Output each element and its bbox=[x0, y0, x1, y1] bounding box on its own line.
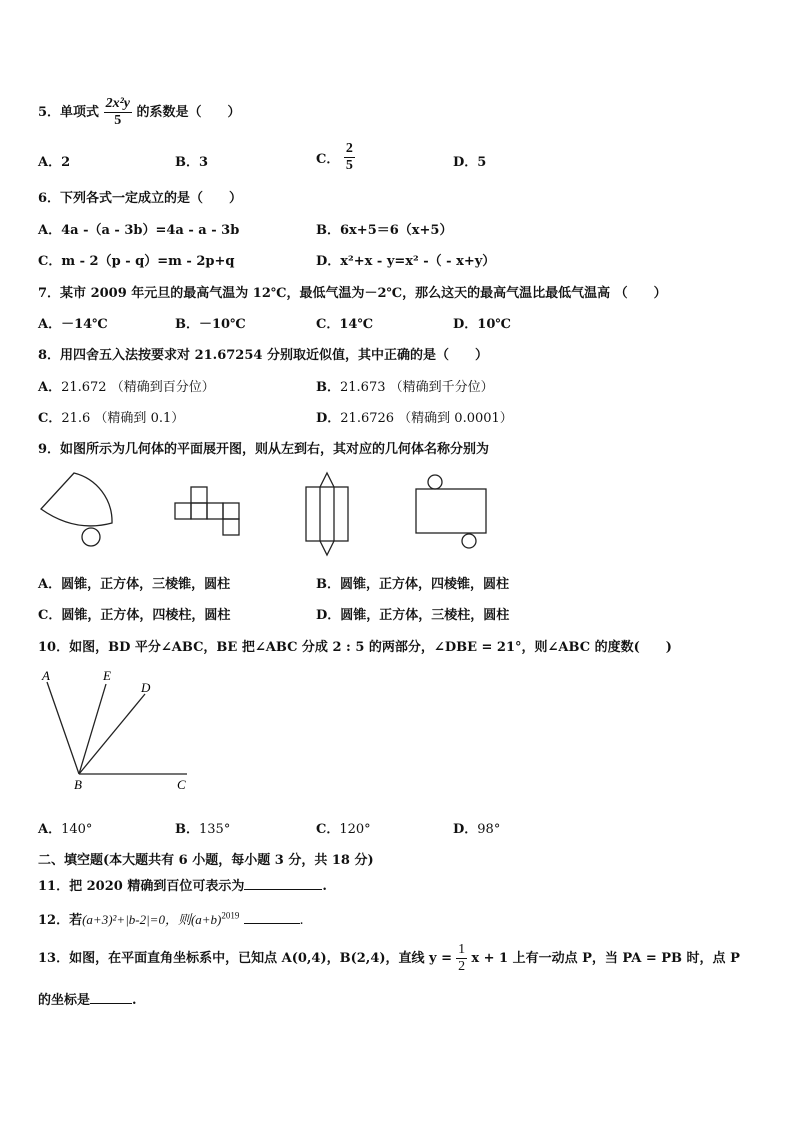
section-2-heading: 二、填空题(本大题共有 6 小题，每小题 3 分，共 18 分) bbox=[38, 853, 374, 868]
q12-blank[interactable] bbox=[244, 911, 300, 924]
q9-option-a: A．圆锥，正方体，三棱锥，圆柱 bbox=[38, 577, 231, 592]
q8-option-c: C．21.6 （精确到 0.1） bbox=[38, 411, 185, 426]
q10-option-a: A．140° bbox=[38, 822, 93, 837]
q6-option-b: B．6x+5＝6（x+5） bbox=[316, 223, 453, 238]
cube-net bbox=[175, 487, 239, 535]
q8-option-b: B．21.673 （精确到千分位） bbox=[316, 380, 494, 395]
q5-fraction bbox=[104, 96, 132, 129]
q9-option-b: B．圆锥，正方体，四棱锥，圆柱 bbox=[316, 577, 510, 592]
q7-option-b: B．－10℃ bbox=[175, 317, 246, 332]
label-e: E bbox=[103, 668, 111, 683]
ray-be bbox=[79, 684, 106, 774]
q13-blank[interactable] bbox=[90, 991, 132, 1004]
q9-option-d: D．圆锥，正方体，三棱柱，圆柱 bbox=[316, 608, 510, 623]
ray-bd bbox=[79, 694, 145, 774]
q7-stem: 7．某市 2009 年元旦的最高气温为 12℃，最低气温为－2℃，那么这天的最高气温比最低气温高 （ ） bbox=[38, 286, 667, 301]
q10-option-b: B．135° bbox=[175, 822, 231, 837]
cone-net-sector bbox=[41, 473, 112, 526]
q7-option-d: D．10℃ bbox=[453, 317, 511, 332]
q10-option-c: C．120° bbox=[316, 822, 371, 837]
label-b: B bbox=[74, 777, 82, 792]
q5-suffix: 的系数是（ ） bbox=[136, 105, 241, 120]
q13-fraction: $\frac{1}{2}$ bbox=[458, 942, 466, 974]
q5-frac-den: 5 bbox=[114, 113, 122, 128]
q13-stem: 13．如图，在平面直角坐标系中，已知点 A(0,4)，B(2,4)，直线 y = $\frac{1}{2}$ x + 1 上有一动点 P，当 PA = PB 时，点 P bbox=[38, 942, 740, 974]
q11-blank[interactable] bbox=[244, 877, 322, 890]
q9-nets-figure bbox=[30, 465, 500, 560]
ray-ba bbox=[47, 682, 79, 774]
q8-stem: 8．用四舍五入法按要求对 21.67254 分别取近似值，其中正确的是（ ） bbox=[38, 348, 488, 363]
q5-prefix: 5．单项式 bbox=[38, 105, 100, 120]
q5-option-d: D．5 bbox=[453, 155, 487, 170]
cone-net-circle bbox=[82, 528, 100, 546]
prism-net bbox=[306, 473, 348, 555]
q10-stem: 10．如图，BD 平分∠ABC，BE 把∠ABC 分成 2 : 5 的两部分，∠DBE = 21°，则∠ABC 的度数( ) bbox=[38, 640, 672, 655]
label-c: C bbox=[177, 777, 186, 792]
q7-option-a: A．－14℃ bbox=[38, 317, 108, 332]
q8-option-d: D．21.6726 （精确到 0.0001） bbox=[316, 411, 513, 426]
q10-option-d: D．98° bbox=[453, 822, 501, 837]
q6-option-c: C．m - 2（p - q）=m - 2p+q bbox=[38, 254, 235, 269]
q6-stem: 6．下列各式一定成立的是（ ） bbox=[38, 191, 243, 206]
q9-stem: 9．如图所示为几何体的平面展开图，则从左到右，其对应的几何体名称分别为 bbox=[38, 442, 490, 457]
q6-option-d: D．x²+x - y=x² -（ - x+y） bbox=[316, 254, 496, 269]
q5-stem bbox=[38, 96, 241, 129]
q13-line2: 的坐标是 . bbox=[38, 993, 137, 1008]
q5-option-c: C． $\frac{2}{5}$ bbox=[316, 141, 353, 173]
q9-option-c: C．圆锥，正方体，四棱柱，圆柱 bbox=[38, 608, 231, 623]
q10-angle-figure bbox=[30, 664, 210, 799]
q8-option-a: A．21.672 （精确到百分位） bbox=[38, 380, 215, 395]
q5-frac-num: 2x²y bbox=[105, 96, 130, 111]
q5-option-b: B．3 bbox=[175, 155, 209, 170]
q6-option-a: A．4a -（a - 3b）=4a - a - 3b bbox=[38, 223, 240, 238]
label-a: A bbox=[42, 668, 50, 683]
q5-option-a: A．2 bbox=[38, 155, 71, 170]
label-d: D bbox=[141, 680, 151, 695]
q11-stem: 11．把 2020 精确到百位可表示为 . bbox=[38, 879, 327, 894]
q7-option-c: C．14℃ bbox=[316, 317, 374, 332]
cylinder-net bbox=[416, 475, 486, 548]
q12-stem: 12．若(a+3)²+|b-2|=0，则$(a+b)^{2019}$ . bbox=[38, 910, 304, 928]
